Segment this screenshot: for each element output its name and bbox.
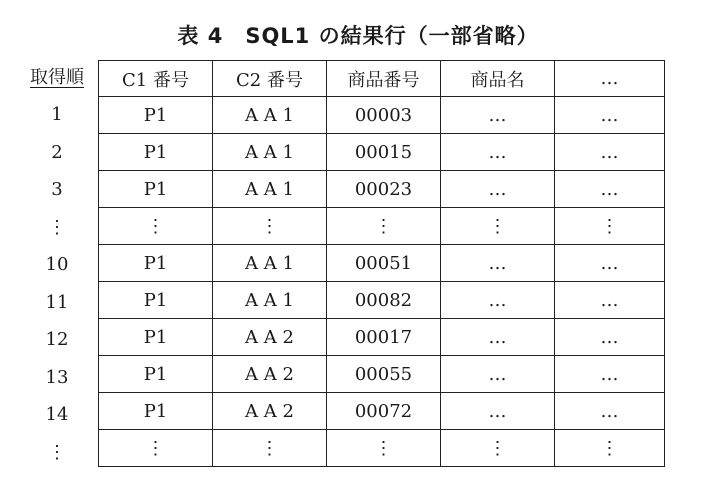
table-cell: ⋮ [327, 430, 441, 467]
table-cell: 00072 [327, 393, 441, 430]
table-cell: 00051 [327, 245, 441, 282]
table-cell: ⋮ [555, 430, 665, 467]
fetch-order-cell: 3 [51, 179, 63, 200]
table-cell: ⋮ [213, 208, 327, 245]
table-cell: P1 [99, 282, 213, 319]
table-cell: … [441, 356, 555, 393]
table-header-row [99, 61, 665, 97]
fetch-order-cell: 1 [51, 104, 63, 125]
fetch-order-cell: 12 [45, 329, 69, 350]
table-cell: ⋮ [99, 208, 213, 245]
column-header: C2 番号 [213, 61, 327, 97]
table-cell: … [555, 97, 665, 134]
table-cell: P1 [99, 134, 213, 171]
table-row [99, 208, 665, 245]
fetch-order-cell: 13 [45, 366, 69, 388]
table-cell: A A 2 [213, 356, 327, 393]
table-row [99, 171, 665, 208]
table-cell: 00017 [327, 319, 441, 356]
table-cell: … [555, 356, 665, 393]
table-cell: 00003 [327, 97, 441, 134]
column-header: C1 番号 [99, 61, 213, 97]
table-cell: P1 [99, 171, 213, 208]
fetch-order-column [16, 60, 98, 471]
column-header: … [555, 61, 665, 97]
table-cell: 00055 [327, 356, 441, 393]
table-cell: A A 1 [213, 171, 327, 208]
table-body [99, 97, 665, 467]
table-cell: 00023 [327, 171, 441, 208]
table-cell: … [441, 171, 555, 208]
table-cell: … [441, 393, 555, 430]
table-cell: ⋮ [555, 208, 665, 245]
fetch-order-cell: ⋮ [48, 216, 66, 238]
table-row [99, 319, 665, 356]
table-row [99, 282, 665, 319]
fetch-order-cell: 2 [51, 141, 63, 163]
table-row [99, 134, 665, 171]
table-cell: … [441, 97, 555, 134]
column-header: 商品番号 [327, 61, 441, 97]
table-cell: … [441, 282, 555, 319]
table-cell: ⋮ [213, 430, 327, 467]
table-cell: ⋮ [441, 430, 555, 467]
table-cell: … [555, 171, 665, 208]
fetch-order-cell: 14 [45, 404, 69, 425]
fetch-order-cell: ⋮ [48, 441, 66, 463]
table-row [99, 356, 665, 393]
column-header: 商品名 [441, 61, 555, 97]
table-row [99, 245, 665, 282]
table-cell: A A 1 [213, 245, 327, 282]
table-cell: 00082 [327, 282, 441, 319]
table-cell: … [555, 393, 665, 430]
table-cell: A A 1 [213, 282, 327, 319]
table-cell: … [555, 134, 665, 171]
fetch-order-list [16, 96, 98, 471]
table-cell: A A 2 [213, 393, 327, 430]
fetch-order-header: 取得順 [30, 67, 84, 88]
table-row [99, 97, 665, 134]
table-cell: ⋮ [327, 208, 441, 245]
table-row [99, 393, 665, 430]
table-cell: P1 [99, 356, 213, 393]
table-cell: … [555, 282, 665, 319]
table-cell: P1 [99, 245, 213, 282]
table-cell: … [441, 134, 555, 171]
fetch-order-cell: 11 [45, 291, 69, 313]
table-cell: P1 [99, 97, 213, 134]
table-cell: 00015 [327, 134, 441, 171]
table-title: 表 4 SQL1 の結果行（一部省略） [177, 24, 539, 48]
table-cell: A A 1 [213, 97, 327, 134]
result-table [98, 60, 665, 467]
table-cell: ⋮ [441, 208, 555, 245]
fetch-order-cell: 10 [45, 254, 69, 275]
table-cell: ⋮ [99, 430, 213, 467]
table-cell: … [555, 319, 665, 356]
table-cell: A A 2 [213, 319, 327, 356]
table-cell: A A 1 [213, 134, 327, 171]
table-cell: … [441, 245, 555, 282]
table-cell: … [555, 245, 665, 282]
table-cell: … [441, 319, 555, 356]
table-cell: P1 [99, 319, 213, 356]
table-row [99, 430, 665, 467]
table-cell: P1 [99, 393, 213, 430]
